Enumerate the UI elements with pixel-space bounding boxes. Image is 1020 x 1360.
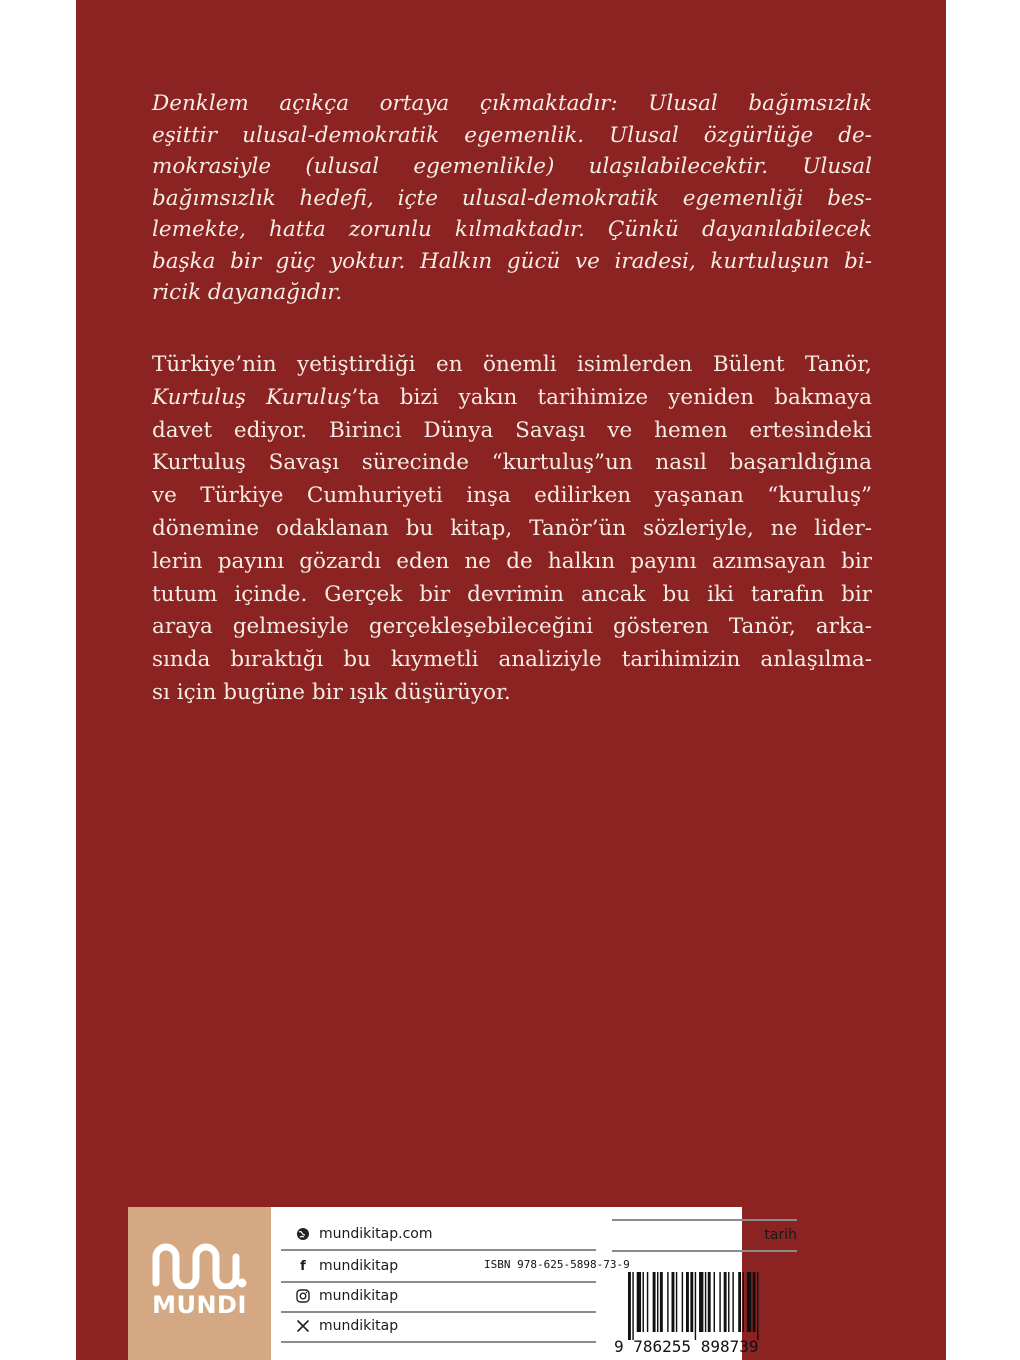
description-line: Kurtuluş Savaşı sürecinde “kurtuluş”un nasıl başarıldığına: [152, 450, 872, 476]
facebook-icon: f: [300, 1258, 306, 1274]
quote-line: bağımsızlık hedefi, içte ulusal-demokratik egemenliği bes-: [152, 185, 872, 211]
barcode-bar: [690, 1272, 693, 1332]
barcode-bar: [628, 1272, 631, 1340]
barcode-digits: 9 786255 898739: [614, 1337, 759, 1356]
x-text: mundikitap: [319, 1318, 399, 1334]
logo-wordmark: MUNDI: [152, 1291, 247, 1319]
barcode-bar: [686, 1272, 689, 1332]
description-line: sında bıraktığı bu kıymetli analiziyle tarihimizin anlaşılma-: [152, 647, 872, 673]
globe-icon: [295, 1226, 311, 1242]
barcode-bar: [676, 1272, 677, 1332]
category-label: tarih: [612, 1219, 797, 1252]
quote-block: [152, 88, 872, 309]
description-line: Türkiye’nin yetiştirdiği en önemli isimlerden Bülent Tanör,: [152, 352, 872, 377]
description-block: [152, 349, 872, 710]
barcode-bar: [653, 1272, 656, 1332]
barcode-bar: [643, 1272, 644, 1332]
quote-line: eşittir ulusal-demokratik egemenlik. Ulusal özgürlüğe de-: [152, 122, 872, 148]
barcode-bar: [660, 1272, 663, 1332]
barcode-bar: [732, 1272, 733, 1332]
barcode-bar: [632, 1272, 633, 1340]
barcode-bar: [743, 1272, 744, 1332]
barcode-bar: [667, 1272, 668, 1332]
barcode-bar: [647, 1272, 648, 1332]
isbn-text: ISBN 978-625-5898-73-9: [484, 1258, 630, 1271]
instagram-icon: [295, 1288, 311, 1304]
barcode-bar: [757, 1272, 758, 1340]
description-line: tutum içinde. Gerçek bir devrimin ancak bu iki tarafın bir: [152, 581, 872, 607]
barcode-bar: [728, 1272, 729, 1332]
publisher-logo: [128, 1207, 271, 1360]
website-row[interactable]: [281, 1219, 596, 1251]
barcode-bar: [637, 1272, 641, 1332]
barcode-bar: [657, 1272, 658, 1332]
book-title: Kurtuluş Kuruluş: [152, 384, 352, 410]
description-line: [152, 382, 872, 415]
barcode-bar: [753, 1272, 756, 1332]
barcode-bar: [714, 1272, 715, 1332]
barcode-bar: [695, 1272, 696, 1340]
description-line: davet ediyor. Birinci Dünya Savaşı ve hemen ertesindeki: [152, 417, 872, 443]
back-cover: [76, 0, 946, 1360]
quote-line: mokrasiyle (ulusal egemenlikle) ulaşılabilecektir. Ulusal: [152, 154, 872, 179]
x-icon: [295, 1318, 311, 1334]
barcode-bar: [724, 1272, 727, 1332]
description-line: araya gelmesiyle gerçekleşebileceğini gösteren Tanör, arka-: [152, 614, 872, 640]
barcode-bar: [708, 1272, 711, 1332]
description-line: sı için bugüne bir ışık düşürüyor.: [152, 679, 511, 705]
barcode-bar: [738, 1272, 741, 1332]
barcode-bar: [682, 1272, 683, 1332]
instagram-row[interactable]: [281, 1281, 596, 1313]
barcode: [614, 1272, 800, 1356]
facebook-text: mundikitap: [319, 1258, 399, 1274]
instagram-text: mundikitap: [319, 1288, 399, 1304]
website-text: mundikitap.com: [319, 1226, 433, 1242]
description-line-rest: ’ta bizi yakın tarihimize yeniden bakmaya: [351, 384, 872, 410]
barcode-bar: [672, 1272, 675, 1332]
barcode-bar: [699, 1272, 703, 1332]
description-line: dönemine odaklanan bu kitap, Tanör’ün sözleriyle, ne lider-: [152, 515, 872, 541]
quote-line: lemekte, hatta zorunlu kılmaktadır. Çünkü dayanılabilecek: [152, 217, 872, 242]
barcode-bar: [747, 1272, 751, 1332]
description-line: lerin payını gözardı eden ne de halkın payını azımsayan bir: [152, 548, 872, 574]
description-line: ve Türkiye Cumhuriyeti inşa edilirken yaşanan “kuruluş”: [152, 483, 872, 509]
barcode-bar: [719, 1272, 720, 1332]
x-row[interactable]: [281, 1311, 596, 1343]
quote-line: Denklem açıkça ortaya çıkmaktadır: Ulusal bağımsızlık: [152, 91, 872, 116]
quote-line: başka bir güç yoktur. Halkın gücü ve iradesi, kurtuluşun bi-: [152, 248, 872, 274]
barcode-bar: [705, 1272, 706, 1332]
quote-line: ricik dayanağıdır.: [152, 280, 343, 305]
mundi-logo-icon: [150, 1237, 250, 1289]
